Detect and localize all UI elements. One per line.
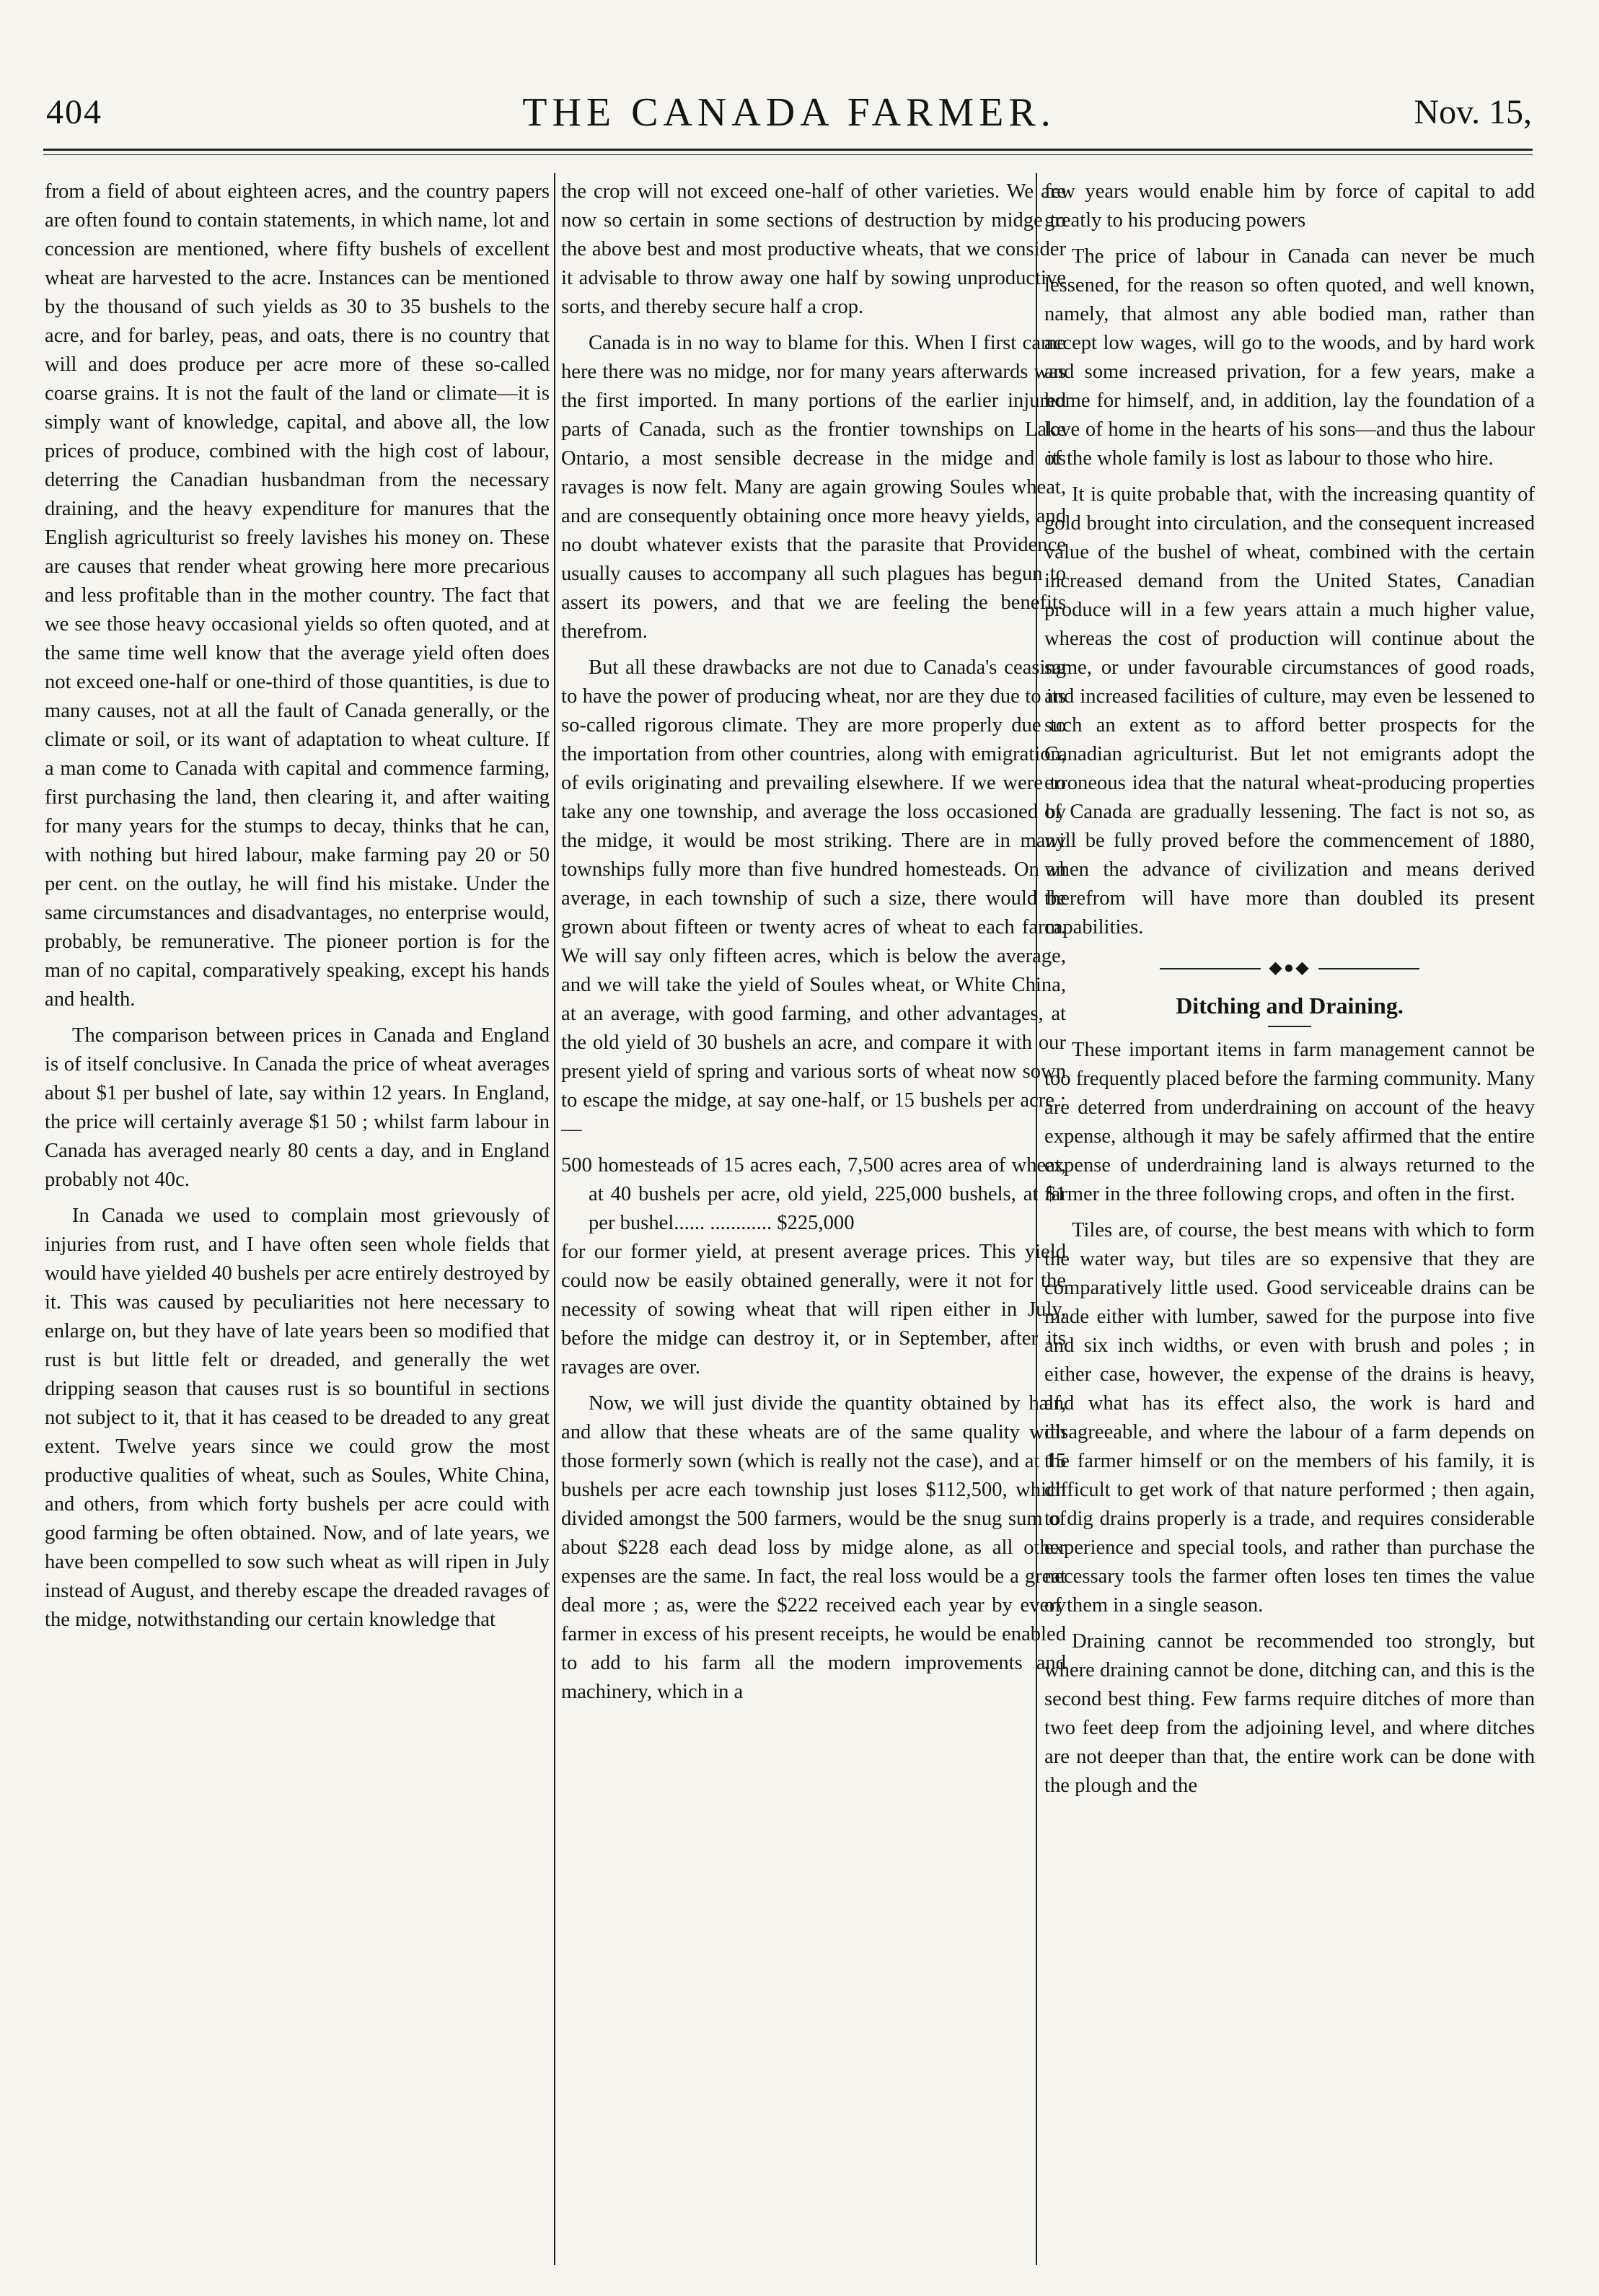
ornament-rule [1160, 968, 1261, 969]
section-heading: Ditching and Draining. [1176, 993, 1404, 1019]
issue-date: Nov. 15, [1414, 93, 1532, 131]
paragraph: few years would enable him by force of capital to add greatly to his producing powers [1044, 180, 1535, 232]
page-header [46, 92, 1532, 150]
paragraph: These important items in farm management cannot be too frequently placed before the farming community. Many are deterred from underdraining on account of the heavy expense, although it may be safely affirmed that the entire expense of underdraining land is always returned to the farmer in the three following crops, and often in the first. [1044, 1039, 1535, 1205]
paragraph: The comparison between prices in Canada and England is of itself conclusive. In Canada the price of wheat averages about $1 per bushel of late, say within 12 years. In England, the price will certainly average $1 50 ; whilst farm labour in Canada has averaged nearly 80 cents a day, and in England probably not 40c. [45, 1024, 550, 1191]
paragraph: It is quite probable that, with the increasing quantity of gold brought into circulation, and the consequent increased value of the bushel of wheat, combined with the certain increased demand from the United States, Canadian produce will in a few years attain a much higher value, whereas the cost of production will continue about the same, or under favourable circumstances of good roads, and increased facilities of culture, may even be lessened to such an extent as to afford better prospects for the Canadian agriculturist. But let not emigrants adopt the erroneous idea that the natural wheat-producing properties of Canada are gradually lessening. The fact is not so, as will be fully proved before the commencement of 1880, when the advance of civilization and means derived therefrom will have more than doubled its present capabilities. [1044, 483, 1535, 938]
section-ornament [1044, 961, 1535, 975]
paragraph: But all these drawbacks are not due to Canada's ceasing to have the power of producing wheat, nor are they due to its so-called rigorous climate. They are more properly due to the importation from other countries, along with emigration, of evils originating and prevailing elsewhere. If we were to take any one township, and average the loss occasioned by the midge, it would be most striking. There are in many townships fully more than five hundred homesteads. On an average, in each township of such a size, there would be grown about fifteen or twenty acres of wheat to each farm. We will say only fifteen acres, which is below the average, and we will take the yield of Soules wheat, or White China, at an average, with good farming, and other advantages, at the old yield of 30 bushels an acre, and compare it with our present yield of spring and various sorts of wheat now sown to escape the midge, at say one-half, or 15 bushels per acre :— [561, 656, 1066, 1140]
paragraph: Now, we will just divide the quantity obtained by half, and allow that these wheats are of the same quality with those formerly sown (which is really not the case), and at 15 bushels per acre each township just loses $112,500, which divided amongst the 500 farmers, would be the snug sum of about $228 each dead loss by midge alone, as all other expenses are the same. In fact, the real loss would be a great deal more ; as, were the $222 received each year by every farmer in excess of his present receipts, he would be enabled to add to his farm all the modern improvements and machinery, which in a [561, 1392, 1066, 1703]
column-divider [554, 173, 555, 2265]
heading-rule [1268, 1026, 1311, 1027]
header-rule [43, 149, 1533, 151]
paragraph: the crop will not exceed one-half of other varieties. We are now so certain in some sections of destruction by midge to the above best and most productive wheats, that we consider it advisable to throw away one half by sowing unproductive sorts, and thereby secure half a crop. [561, 180, 1066, 318]
ornament-rule [1318, 968, 1419, 969]
paragraph: Draining cannot be recommended too strongly, but where draining cannot be done, ditching can, and this is the second best thing. Few farms require ditches of more than two feet deep from the adjoining level, and where ditches are not deeper than that, the entire work can be done with the plough and the [1044, 1630, 1535, 1797]
masthead: THE CANADA FARMER. [522, 90, 1056, 135]
paragraph: Canada is in no way to blame for this. When I first came here there was no midge, nor for many years afterwards was the first imported. In many portions of the earlier injured parts of Canada, such as the frontier townships on Lake Ontario, a most sensible decrease in the midge and its ravages is now felt. Many are again growing Soules wheat, and are consequently obtaining once more heavy yields, and no doubt whatever exists that the parasite that Providence usually causes to accompany all such plagues has begun to assert its powers, and that we are feeling the benefits therefrom. [561, 332, 1066, 643]
ornament-icon: ◆●◆ [1269, 959, 1311, 977]
paragraph: The price of labour in Canada can never be much lessened, for the reason so often quoted, and well known, namely, that almost any able bodied man, rather than accept low wages, will go to the woods, and by hard work and some increased privation, for a few years, make a home for himself, and, in addition, lay the foundation of a love of home in the hearts of his sons—and thus the labour of the whole family is lost as labour to those who hire. [1044, 245, 1535, 470]
page-number: 404 [46, 93, 102, 131]
column-1 [45, 177, 550, 2255]
paragraph: from a field of about eighteen acres, and the country papers are often found to contain statements, in which name, lot and concession are mentioned, where fifty bushels of excellent wheat are harvested to the acre. Instances can be mentioned by the thousand of such yields as 30 to 35 bushels to the acre, and for barley, peas, and oats, there is no country that will and does produce per acre more of these so-called coarse grains. It is not the fault of the land or climate—it is simply want of knowledge, capital, and above all, the low prices of produce, combined with the high cost of labour, deterring the Canadian husbandman from the necessary draining, and the heavy expenditure for manures that the English agriculturist so freely lavishes his money on. These are causes that render wheat growing here more precarious and less profitable than in the mother country. The fact that we see those heavy occasional yields so often quoted, and at the same time well know that the average yield often does not exceed one-half or one-third of those quantities, is due to many causes, not at all the fault of Canada generally, or the climate or soil, or its want of adaptation to wheat culture. If a man come to Canada with capital and commence farming, first purchasing the land, then clearing it, and after waiting for many years for the stumps to decay, thinks that he can, with nothing but hired labour, make farming pay 20 or 50 per cent. on the outlay, he will find his mistake. Under the same circumstances and disadvantages, no enterprise would, probably, be remunerative. The pioneer portion is for the man of no capital, comparatively speaking, except his hands and health. [45, 180, 550, 1011]
paragraph: Tiles are, of course, the best means with which to form the water way, but tiles are so expensive that they are comparatively little used. Good serviceable drains can be made either with lumber, sawed for the purpose into five and six inch widths, or even with brush and poles ; in either case, however, the expense of the drains is heavy, and what has its effect also, the work is hard and disagreeable, and where the labour of a farm depends on the farmer himself or on the members of his family, it is difficult to get work of that nature performed ; then again, to dig drains properly is a trade, and requires considerable experience and special tools, and rather than purchase the necessary tools the farmer often loses ten times the value of them in a single season. [1044, 1219, 1535, 1617]
header-rule-thin [43, 154, 1533, 155]
paragraph: for our former yield, at present average prices. This yield could now be easily obtained generally, were it not for the necessity of sowing wheat that will ripen either in July, before the midge can destroy it, or in September, after its ravages are over. [561, 1241, 1066, 1378]
paragraph: In Canada we used to complain most grievously of injuries from rust, and I have often seen whole fields that would have yielded 40 bushels per acre entirely destroyed by it. This was caused by peculiarities not here necessary to enlarge on, but they have of late years been so modified that rust is but little felt or dreaded, and generally the wet dripping season that causes rust is so bountiful in sections not subject to it, that it has ceased to be dreaded to any great extent. Twelve years since we could grow the most productive qualities of wheat, such as Soules, White China, and others, from which forty bushels per acre could with good farming be often obtained. Now, and of late years, we have been compelled to sow such wheat as will ripen in July instead of August, and thereby escape the dreaded ravages of the midge, notwithstanding our certain knowledge that [45, 1205, 550, 1631]
column-2 [561, 177, 1066, 2255]
calculation-entry: 500 homesteads of 15 acres each, 7,500 acres area of wheat, at 40 bushels per acre, old yield, 225,000 bushels, at $1 per bushel...... ............ $225,000 [561, 1154, 1066, 1234]
column-3 [1044, 177, 1535, 2255]
